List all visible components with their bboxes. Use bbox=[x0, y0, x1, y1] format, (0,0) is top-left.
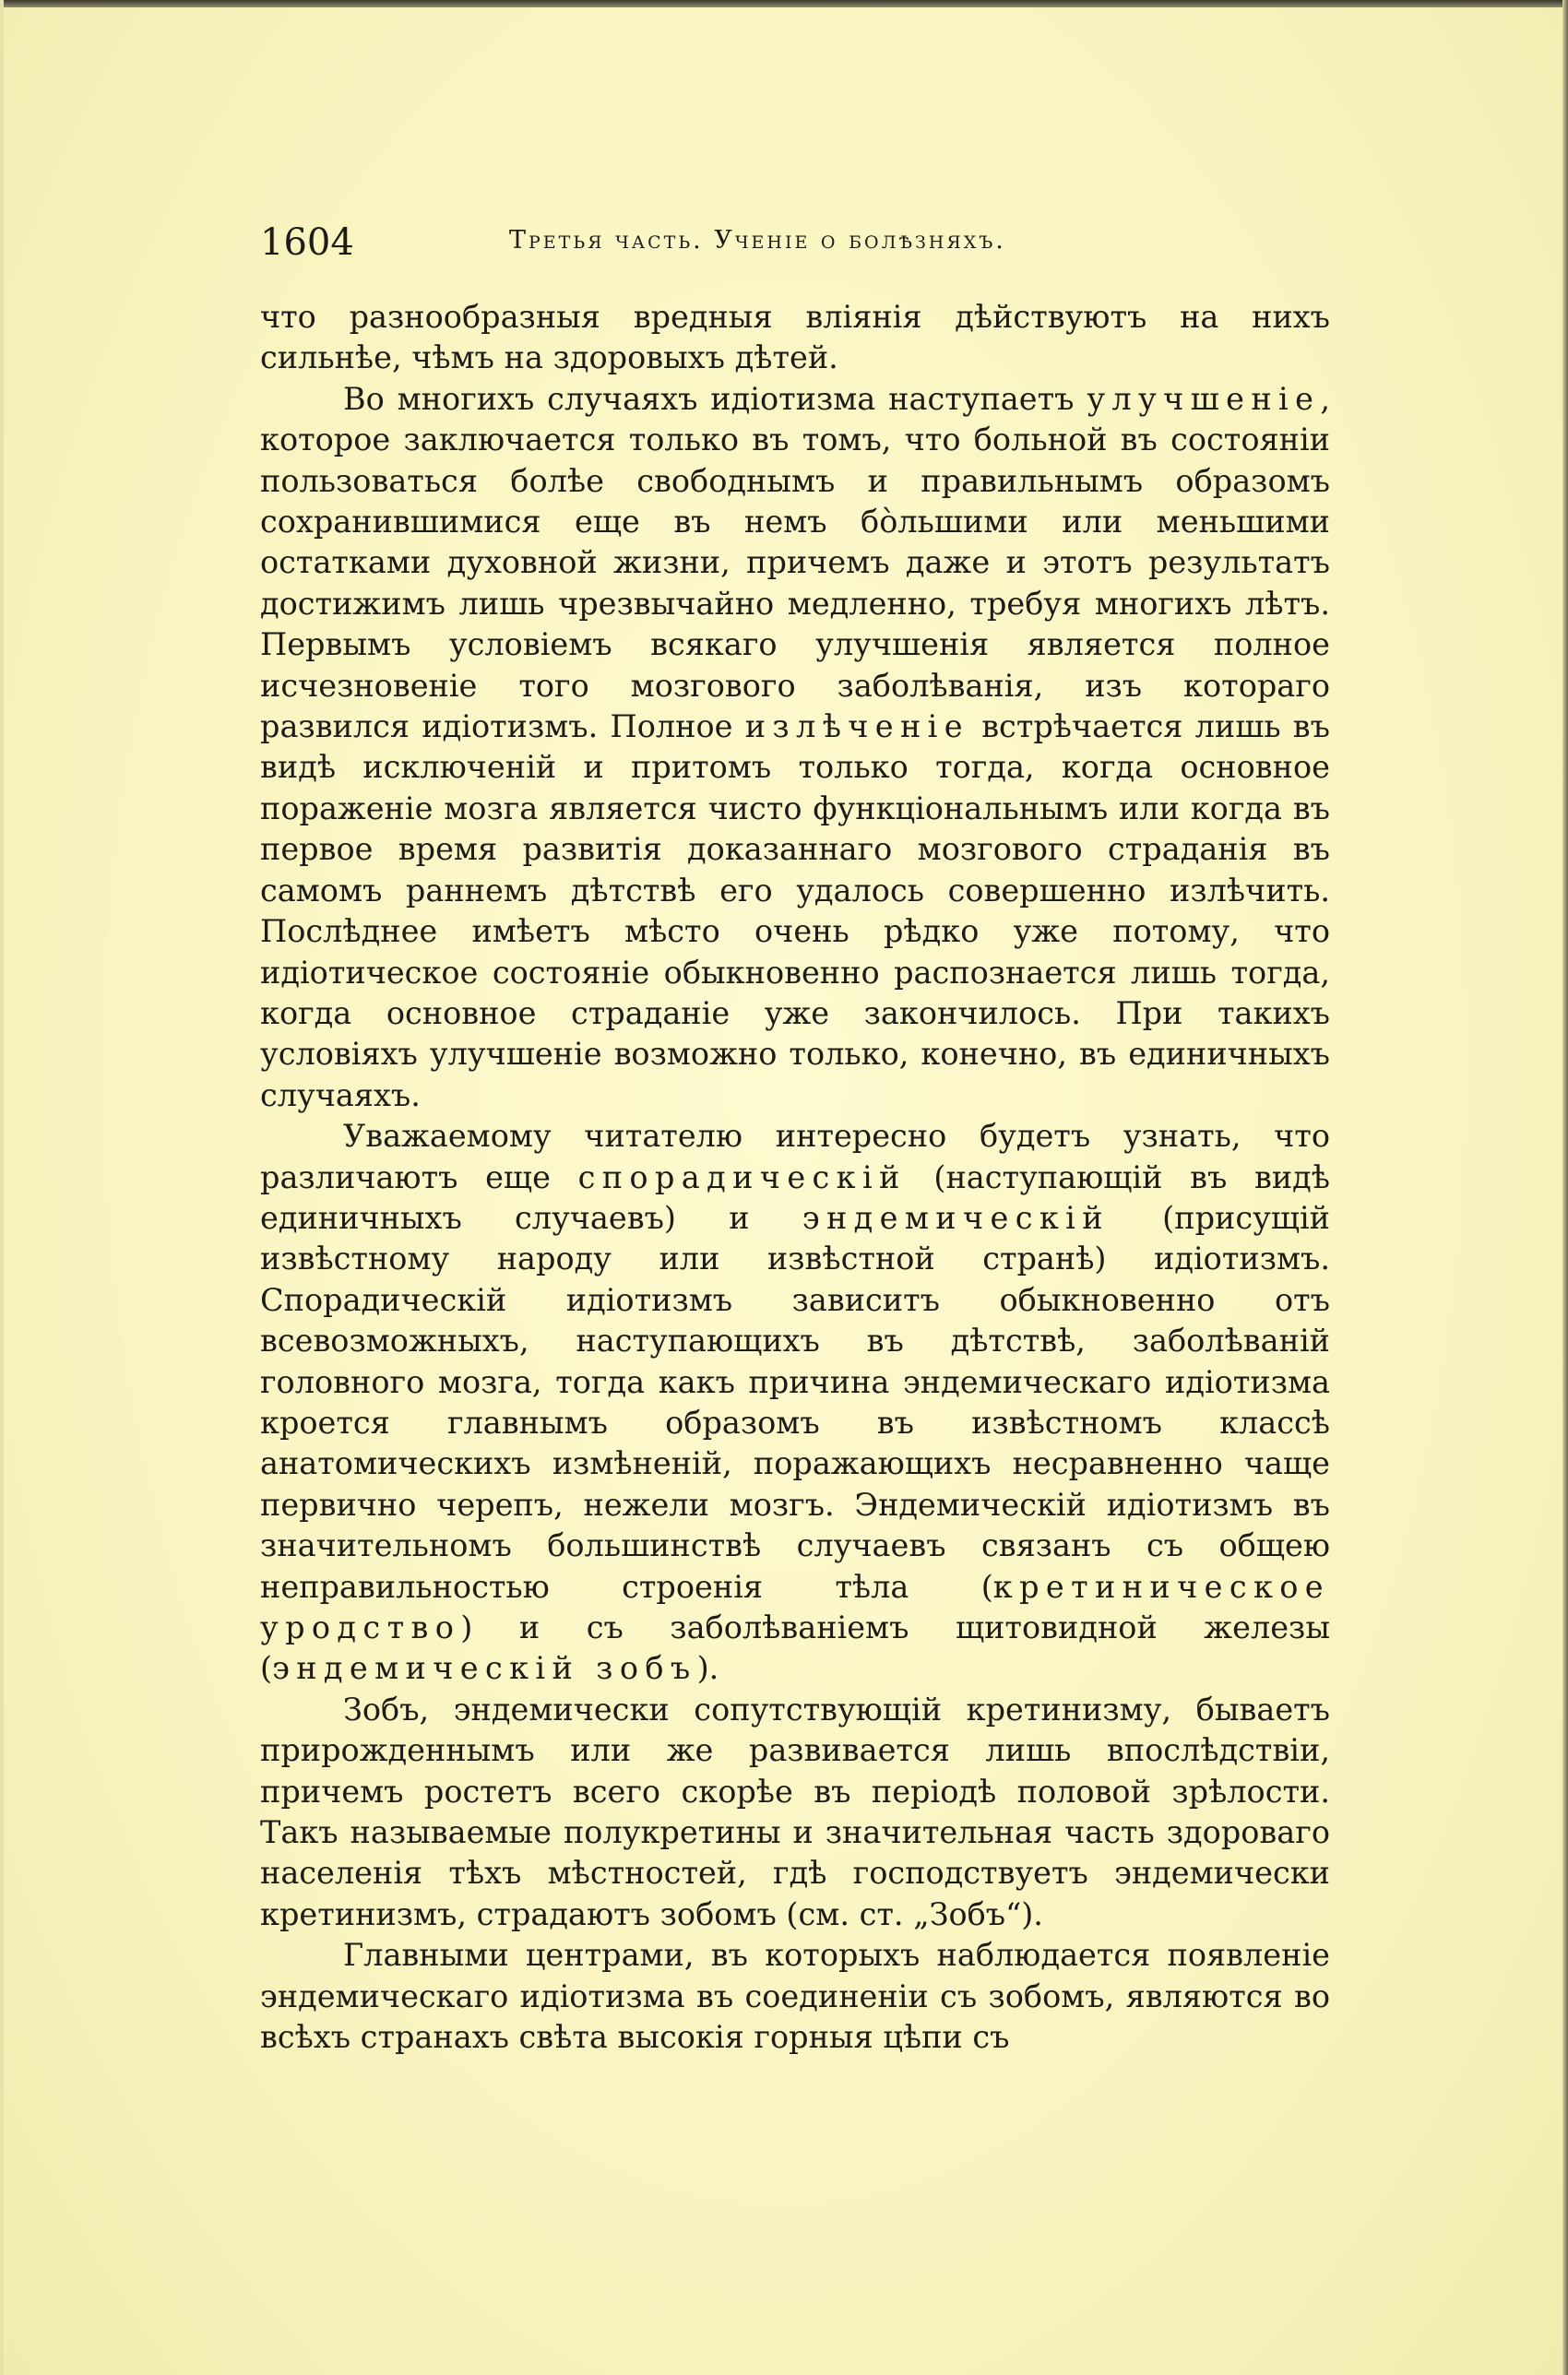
text-run: , которое заключается только въ томъ, что больной въ состояніи пользоваться болѣе свободнымъ и правильнымъ образомъ сохранившимися еще въ немъ бо̀льшими или меньшими остатками духовной жизни, причемъ даже и этотъ результатъ достижимъ лишь чрезвычайно медленно, требуя многихъ лѣтъ. Первымъ условіемъ всякаго улучшенія является полное исчезновеніе того мозгового заболѣванія, изъ котораго развился идіотизмъ. Полное bbox=[260, 380, 1330, 745]
text-run: Уважаемому читателю интересно будетъ узнать, что различаютъ еще bbox=[260, 1118, 1330, 1195]
spaced-term: излѣченіе bbox=[744, 708, 969, 745]
text-run: ) и съ заболѣваніемъ щитовидной железы ( bbox=[260, 1609, 1330, 1687]
spaced-term: эндемическій bbox=[802, 1199, 1110, 1236]
text-run: Зобъ, эндемически сопутствующій кретинизму, бываетъ прирожденнымъ или же развивается лишь впослѣдствіи, причемъ ростетъ всего скорѣе въ періодѣ половой зрѣлости. Такъ называемые полукретины и значительная часть здороваго населенія тѣхъ мѣстностей, гдѣ господствуетъ эндемически кретинизмъ, страдаютъ зобомъ (см. ст. „Зобъ“). bbox=[260, 1691, 1330, 1932]
spaced-term: улучшеніе bbox=[1087, 380, 1321, 417]
text-run: (присущій извѣстному народу или извѣстной странѣ) идіотизмъ. Спорадическій идіотизмъ зависитъ обыкновенно отъ всевозможныхъ, наступающихъ въ дѣтствѣ, заболѣваній головного мозга, тогда какъ причина эндемическаго идіотизма кроется главнымъ образомъ въ извѣстномъ классѣ анатомическихъ измѣненій, поражающихъ несравненно чаще первично черепъ, нежели мозгъ. Эндемическій идіотизмъ въ значительномъ большинствѣ случаевъ связанъ съ общею неправильностью строенія тѣла ( bbox=[260, 1199, 1331, 1605]
page-top-edge bbox=[0, 0, 1568, 7]
paragraph-2 bbox=[260, 379, 1330, 1116]
page-left-edge bbox=[0, 0, 4, 2375]
paragraph-5 bbox=[260, 1935, 1330, 2058]
body-text bbox=[260, 297, 1330, 2058]
spaced-term: кретиническое уродство bbox=[260, 1568, 1330, 1645]
paragraph-1 bbox=[260, 297, 1330, 379]
text-run: встрѣчается лишь въ видѣ исключеній и притомъ только тогда, когда основное пораженіе мозга является чисто функціональнымъ или когда въ первое время развитія доказаннаго мозгового страданія въ самомъ раннемъ дѣтствѣ его удалось совершенно излѣчить. Послѣднее имѣетъ мѣсто очень рѣдко уже потому, что идіотическое состояніе обыкновенно распознается лишь тогда, когда основное страданіе уже закончилось. При такихъ условіяхъ улучшеніе возможно только, конечно, въ единичныхъ случаяхъ. bbox=[260, 708, 1330, 1113]
text-run: Главными центрами, въ которыхъ наблюдается появленіе эндемическаго идіотизма въ соединеніи съ зобомъ, являются во всѣхъ странахъ свѣта высокія горныя цѣпи съ bbox=[260, 1937, 1330, 2056]
spaced-term: спорадическій bbox=[577, 1158, 907, 1195]
page-header bbox=[260, 214, 1358, 269]
spaced-term: эндемическій зобъ bbox=[272, 1650, 697, 1687]
paragraph-3 bbox=[260, 1116, 1330, 1690]
page-right-edge bbox=[1562, 0, 1568, 2375]
text-run: что разнообразныя вредныя вліянія дѣйствуютъ на нихъ сильнѣе, чѣмъ на здоровыхъ дѣтей. bbox=[260, 299, 1330, 376]
text-run: (наступающій въ видѣ единичныхъ случаевъ) и bbox=[260, 1158, 1330, 1236]
running-title: Третья часть. Ученіе о болѣзняхъ. bbox=[509, 226, 1006, 255]
paragraph-4 bbox=[260, 1690, 1330, 1935]
page-number: 1604 bbox=[260, 221, 354, 264]
text-run: ). bbox=[696, 1650, 719, 1687]
text-run: Во многихъ случаяхъ идіотизма наступаетъ bbox=[343, 380, 1087, 417]
